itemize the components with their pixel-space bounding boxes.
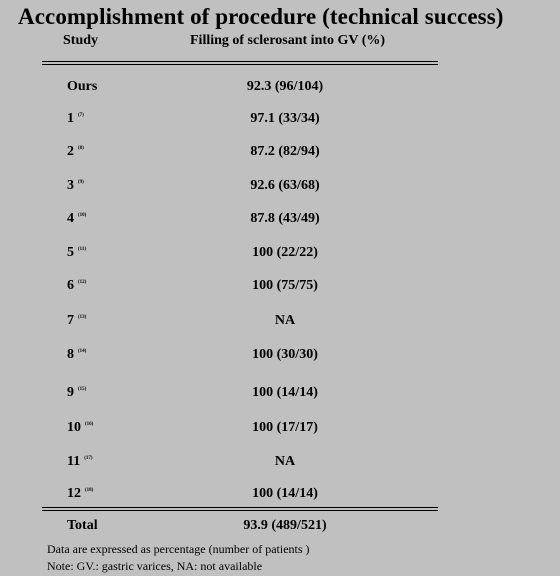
study-cell: 8 $^{(14)}$ bbox=[67, 347, 87, 362]
study-cell: 3 $^{(9)}$ bbox=[67, 178, 84, 193]
study-cell: 5 $^{(11)}$ bbox=[67, 245, 87, 260]
table-row bbox=[0, 420, 560, 440]
value-cell: 97.1 (33/34) bbox=[250, 111, 320, 126]
footnote-abbreviations: Note: GV.: gastric varices, NA: not available bbox=[47, 559, 263, 573]
reference-mark: (13) bbox=[78, 315, 87, 320]
study-cell: 7 $^{(13)}$ bbox=[67, 313, 87, 328]
header-rule bbox=[42, 61, 438, 65]
study-cell: 10 $^{(16)}$ bbox=[67, 420, 94, 435]
reference-mark: (8) bbox=[78, 146, 84, 151]
study-cell: 1 $^{(7)}$ bbox=[67, 111, 84, 126]
reference-mark: (14) bbox=[78, 349, 87, 354]
study-cell: 2 $^{(8)}$ bbox=[67, 144, 84, 159]
table-row bbox=[0, 111, 560, 131]
reference-mark: (11) bbox=[78, 247, 87, 252]
study-cell: Ours bbox=[67, 79, 98, 94]
reference-mark: (18) bbox=[85, 488, 94, 493]
value-cell: 100 (17/17) bbox=[252, 420, 318, 435]
total-value: 93.9 (489/521) bbox=[243, 518, 327, 533]
table-row bbox=[0, 178, 560, 198]
value-cell: NA bbox=[274, 313, 296, 328]
reference-mark: (9) bbox=[78, 180, 84, 185]
table-row bbox=[0, 211, 560, 231]
study-cell: 9 $^{(15)}$ bbox=[67, 385, 87, 400]
value-cell: 100 (22/22) bbox=[252, 245, 318, 260]
value-cell: NA bbox=[274, 454, 296, 469]
table-row bbox=[0, 486, 560, 506]
study-cell: 4 $^{(10)}$ bbox=[67, 211, 87, 226]
total-rule bbox=[42, 507, 438, 511]
value-cell: 92.3 (96/104) bbox=[246, 79, 324, 94]
value-cell: 100 (14/14) bbox=[252, 385, 318, 400]
study-cell: 12 $^{(18)}$ bbox=[67, 486, 94, 501]
value-cell: 92.6 (63/68) bbox=[250, 178, 320, 193]
reference-mark: (17) bbox=[84, 456, 93, 461]
value-cell: 100 (14/14) bbox=[252, 486, 318, 501]
total-row bbox=[0, 518, 560, 538]
value-cell: 87.8 (43/49) bbox=[250, 211, 320, 226]
table-title: Accomplishment of procedure (technical success) bbox=[18, 4, 504, 29]
table-row bbox=[0, 385, 560, 405]
reference-mark: (16) bbox=[85, 422, 94, 427]
study-cell: 6 $^{(12)}$ bbox=[67, 278, 87, 293]
reference-mark: (12) bbox=[78, 280, 87, 285]
value-cell: 100 (30/30) bbox=[252, 347, 318, 362]
table-row bbox=[0, 245, 560, 265]
table-row bbox=[0, 313, 560, 333]
table-row bbox=[0, 278, 560, 298]
column-header-study: Study bbox=[63, 33, 99, 48]
column-header-filling: Filling of sclerosant into GV (%) bbox=[190, 33, 386, 48]
table-row bbox=[0, 347, 560, 367]
value-cell: 100 (75/75) bbox=[252, 278, 318, 293]
table-row bbox=[0, 79, 560, 99]
total-label: Total bbox=[67, 518, 98, 533]
table-row bbox=[0, 144, 560, 164]
value-cell: 87.2 (82/94) bbox=[250, 144, 320, 159]
reference-mark: (10) bbox=[78, 213, 87, 218]
study-cell: 11 $^{(17)}$ bbox=[67, 454, 93, 469]
reference-mark: (7) bbox=[78, 113, 84, 118]
reference-mark: (15) bbox=[78, 387, 87, 392]
footnote-data-format: Data are expressed as percentage (number of patients ) bbox=[47, 542, 310, 556]
table-row bbox=[0, 454, 560, 474]
